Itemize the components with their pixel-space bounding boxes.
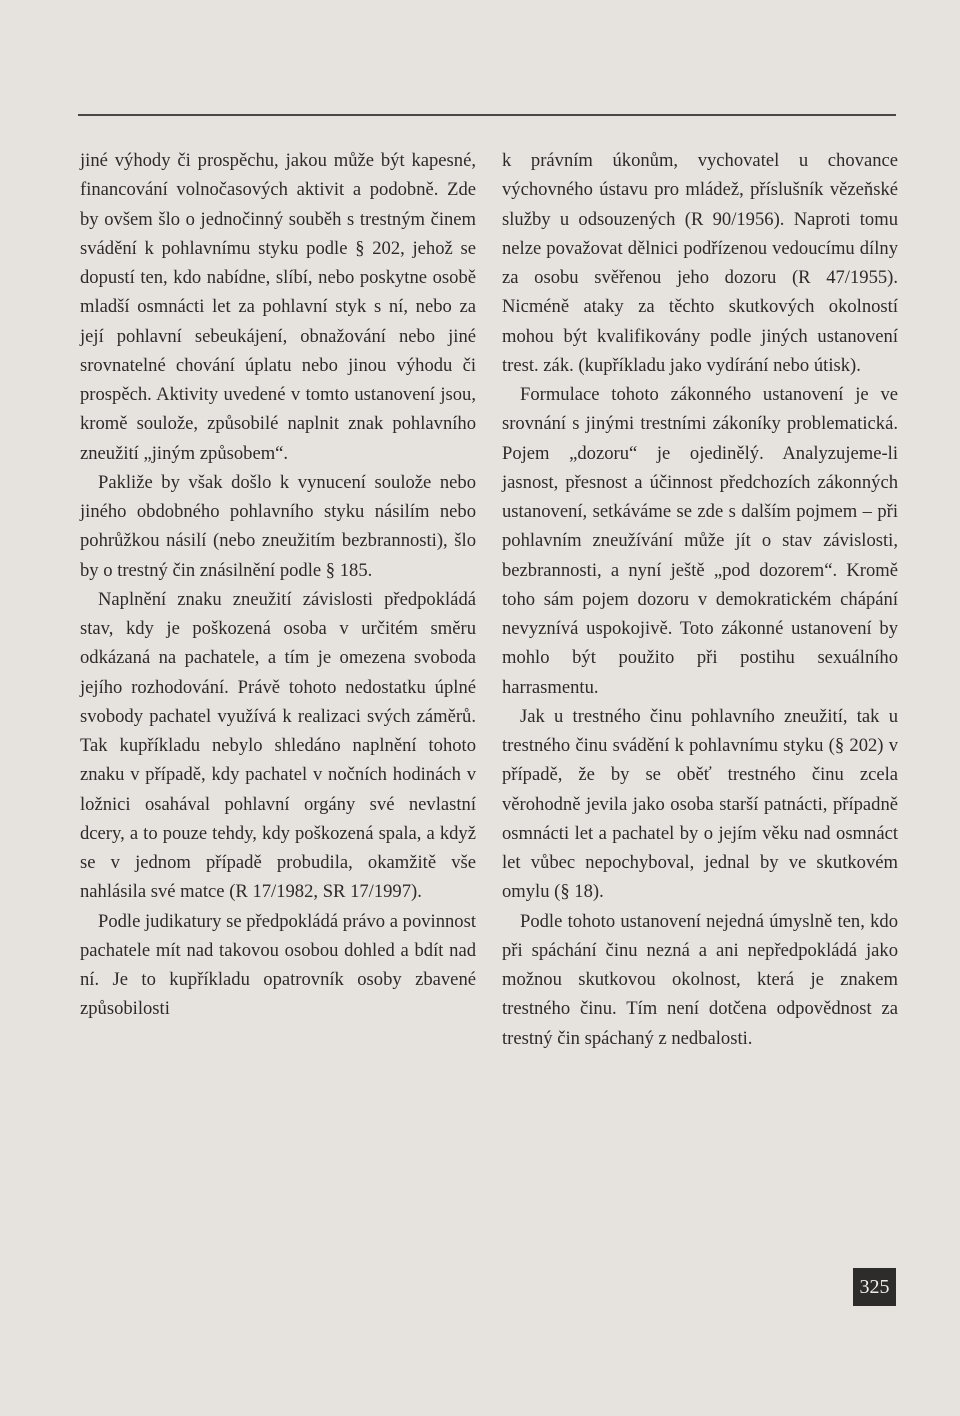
- paragraph: k právním úkonům, vychovatel u chovance výchovného ústavu pro mládež, příslušník vězeňské služby u odsouzených (R 90/1956). Naproti tomu nelze považovat dělnici podřízenou vedoucímu dílny za osobu svěřenou jeho dozoru (R 47/1955). Nicméně ataky za těchto skutkových okolností mohou být kvalifikovány podle jiných ustanovení trest. zák. (kupříkladu jako vydírání nebo útisk).: [502, 150, 898, 376]
- left-column: [80, 146, 476, 1024]
- paragraph: Naplnění znaku zneužití závislosti předpokládá stav, kdy je poškozená osoba v určitém směru odkázaná na pachatele, a tím je omezena svoboda jejího rozhodování. Právě tohoto nedostatku úplné svobody pachatel využívá k realizaci svých záměrů. Tak kupříkladu nebylo shledáno naplnění tohoto znaku v případě, kdy pachatel v nočních hodinách v ložnici osahával pohlavní orgány své nevlastní dcery, a to pouze tehdy, kdy poškozená spala, a když se v jednom případě probudila, okamžitě vše nahlásila své matce (R 17/1982, SR 17/1997).: [80, 588, 476, 903]
- page-number: 325: [853, 1268, 896, 1306]
- paragraph: Jak u trestného činu pohlavního zneužití, tak u trestného činu svádění k pohlavnímu styku (§ 202) v případě, že by se oběť trestného činu zcela věrohodně jevila jako osoba starší patnácti, případně osmnácti let a pachatel by o jejím věku nad osmnáct let vůbec nepochyboval, jednal by ve skutkovém omylu (§ 18).: [502, 705, 898, 903]
- paragraph: Podle tohoto ustanovení nejedná úmyslně ten, kdo při spáchání činu nezná a ani nepředpokládá jako možnou skutkovou okolnost, která je znakem trestného činu. Tím není dotčena odpovědnost za trestný čin spáchaný z nedbalosti.: [502, 910, 898, 1049]
- paragraph: Pakliže by však došlo k vynucení soulože nebo jiného obdobného pohlavního styku násilím nebo pohrůžkou násilí (nebo zneužitím bezbrannosti), šlo by o trestný čin znásilnění podle § 185.: [80, 471, 476, 581]
- right-column: [502, 146, 898, 1053]
- paragraph: Formulace tohoto zákonného ustanovení je ve srovnání s jinými trestními zákoníky problematická. Pojem „dozoru“ je ojedinělý. Analyzujeme-li jasnost, přesnost a účinnost předchozích zákonných ustanovení, setkáváme se zde s dalším pojmem – při pohlavním zneužívání může jít o stav závislosti, bezbrannosti, a nyní ještě „pod dozorem“. Kromě toho sám pojem dozoru v demokratickém chápání nevyznívá uspokojivě. Toto zákonné ustanovení by mohlo být použito při postihu sexuálního harrasmentu.: [502, 384, 898, 698]
- header-rule: [78, 114, 896, 116]
- paragraph: jiné výhody či prospěchu, jakou může být kapesné, financování volnočasových aktivit a podobně. Zde by ovšem šlo o jednočinný souběh s trestným činem svádění k pohlavnímu styku podle § 202, jehož se dopustí ten, kdo nabídne, slíbí, nebo poskytne osobě mladší osmnácti let za pohlavní styk s ní, nebo za její pohlavní sebeukájení, obnažování nebo jiné srovnatelné chování úplatu nebo jinou výhodu či prospěch. Aktivity uvedené v tomto ustanovení jsou, kromě soulože, způsobilé naplnit znak pohlavního zneužití „jiným způsobem“.: [80, 150, 476, 464]
- paragraph: Podle judikatury se předpokládá právo a povinnost pachatele mít nad takovou osobou dohled a bdít nad ní. Je to kupříkladu opatrovník osoby zbavené způsobilosti: [80, 910, 476, 1020]
